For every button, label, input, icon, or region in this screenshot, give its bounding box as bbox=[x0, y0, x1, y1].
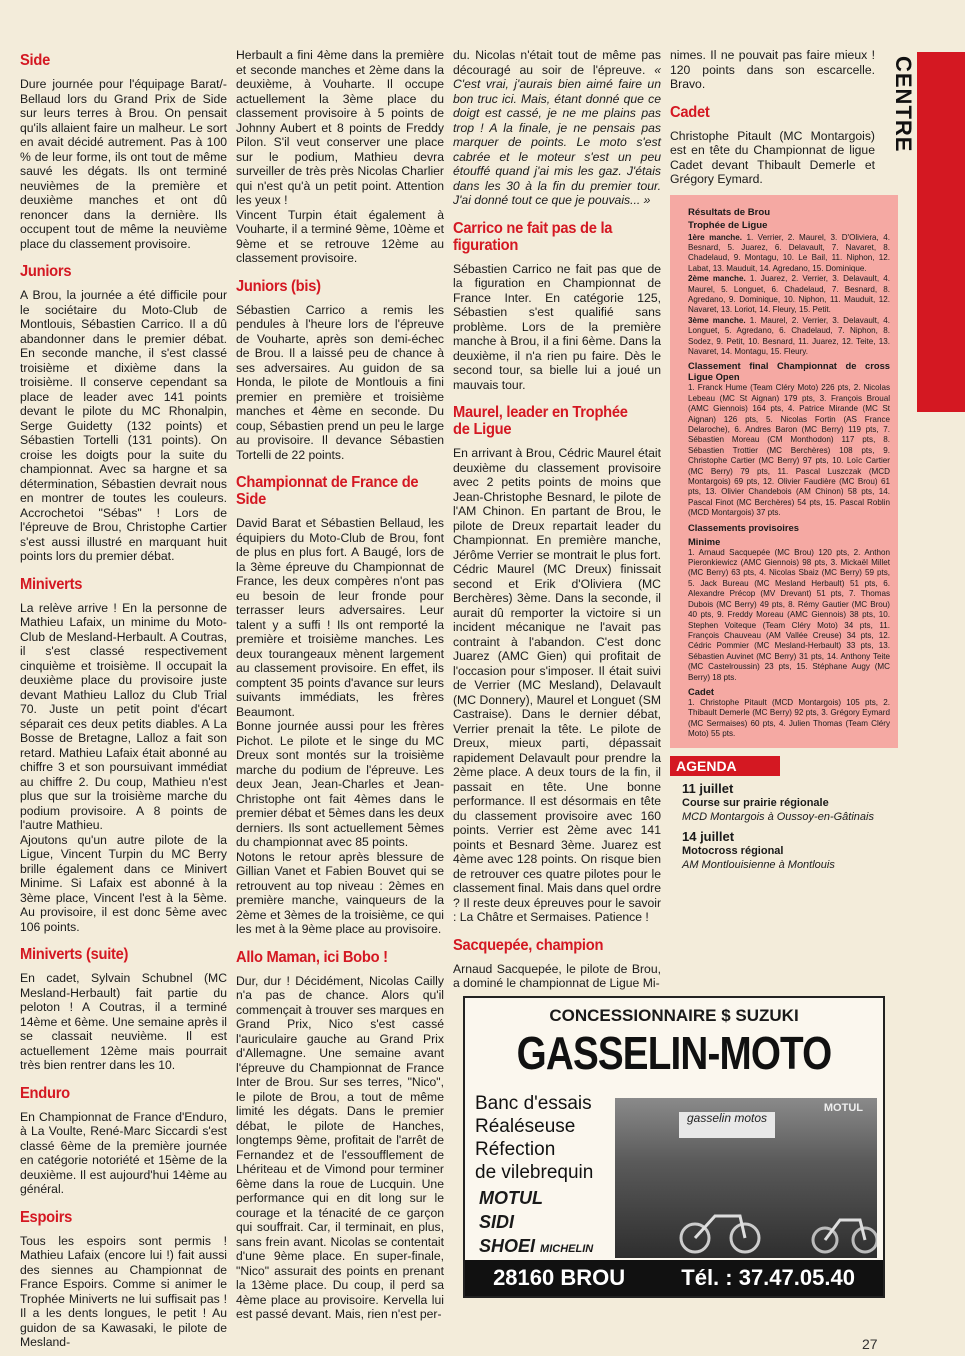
paragraph-championnat-1: David Barat et Sébastien Bellaud, les équipiers du Moto-Club de Brou, font de plus en plus fort. A Baugé, lors de la 3ème épreuve du Championnat de France, les deux compères n'ont pas eu besoin de leur fronde pour terrasser leurs adversaires. Leur talent y a suffi ! Ils ont remporté la première et troisième manches. Les deux tourangeaux mènent largement au classement provisoire. En effet, ils comptent 35 points d'avance sur leurs suivants immédiats, les frères Beaumont. bbox=[236, 516, 444, 719]
agenda-event: Motocross régional bbox=[682, 845, 784, 858]
paragraph-espoirs-cont: Herbault a fini 4ème dans la première et seconde manches et 2ème dans la deuxième, à Vouharte. Il occupe actuellement la 3ème place du classement provisoire à 5 points de Johnny Aubert et 8 points de Freddy Pilon. S'il veut conserver une place sur le podium, Mathieu devra surveiller de très près Nicolas Charlier qui n'est qu'à un petit point. Attention les yeux ! bbox=[236, 48, 444, 207]
results-title-1: Résultats de Brou bbox=[688, 206, 771, 218]
heading-enduro: Enduro bbox=[20, 1084, 70, 1102]
heading-miniverts: Miniverts bbox=[20, 575, 83, 593]
results-manche-2 bbox=[688, 274, 890, 316]
ad-features bbox=[475, 1092, 593, 1184]
agenda-title: AGENDA bbox=[670, 756, 780, 777]
heading-cadet: Cadet bbox=[670, 103, 710, 121]
paragraph-miniverts-suite: En cadet, Sylvain Schubnel (MC Mesland-Herbault) fait partie du peloton ! A Coutras, il a terminé 14ème et 6ème. Une semaine après il se classait neuvième. Il est actuellement 12ème mais pourrait très bien rentrer dans les 10. bbox=[20, 971, 227, 1072]
ad-contact-bar bbox=[465, 1260, 883, 1296]
results-box bbox=[670, 195, 898, 748]
agenda-date: 11 juillet bbox=[682, 781, 734, 797]
ad-brand: GASSELIN-MOTO bbox=[516, 1027, 832, 1079]
results-title-2: Trophée de Ligue bbox=[688, 219, 768, 231]
agenda-list bbox=[670, 782, 910, 872]
results-final-title: Classement final Championnat de cross Ligue Open bbox=[688, 360, 890, 383]
paragraph-allo-maman: Dur, dur ! Décidément, Nicolas Cailly n'a pas de chance. Alors qu'il commençait à trouver ses marques en Grand Prix, Nico s'est cassé l'auriculaire gauche au Grand Prix d'Allemagne. Une semaine avant l'épreuve du Championnat de France Inter de Brou. Sur ses terres, "Nico", le pilote de Brou, a tout de même limité les dégats. Dans le premier débat, le pilote de Hanches, longtemps 9ème, profitait de l'arrêt de Fernandez et de l'essoufflement de Lhériteau et de Vimond pour terminer 6ème dans la roue de Lucquin. Une performance qui en dit long sur le courage et la ténacité de ce garçon qui souffrait. Car, il terminait, en plus, sans frein avant. Nicolas se contentait d'une 9ème place. En super-finale, "Nico" assurait des points en prenant la 13ème place. Du coup, il perd sa 4ème place au provisoire. Kervella lui est passé devant. Mais, rien n'est per- bbox=[236, 973, 444, 1321]
agenda-place: MCD Montargois à Oussoy-en-Gâtinais bbox=[682, 811, 874, 824]
agenda-event: Course sur prairie régionale bbox=[682, 797, 829, 810]
heading-maurel: Maurel, leader en Trophée de Ligue bbox=[453, 404, 628, 438]
heading-espoirs: Espoirs bbox=[20, 1208, 73, 1226]
results-minime: 1. Arnaud Sacquepée (MC Brou) 120 pts, 2. Anthon Pieronkiewicz (AMC Giennois) 98 pts, 3. Mickaël Millet (MC Berry) 63 pts, 4. Nicolas Sbaiz (MC Berry) 59 pts, 5. Jack Bureau (MC Mesland Herbault) 51 pts, 6. Alexandre Précop (MV Drevant) 51 pts, 7. Thomas Dubois (MC Berry) 49 pts, 8. Rémy Gautier (MC Brou) 40 pts, 9. Freddy Moreau (AMC Giennois) 38 pts, 10. Stephen Voiteque (Team Cléry Moto) 34 pts, 11. François Chauveau (AM Vallée Creuse) 34 pts, 12. Cédric Pommier (MC Mesland-Herbault) 33 pts, 13. Sébastien Auvinet (MC Berry) 31 pts, 14. Anthony Teite (MC Castelroussin) 23 pts, 15. Stéphane Augy (MC Berry) 18 pts. bbox=[688, 547, 890, 682]
section-label: CENTRE bbox=[891, 56, 916, 153]
agenda-date: 14 juillet bbox=[682, 829, 735, 845]
paragraph-sacquepee: Arnaud Sacquepée, le pilote de Brou, a dominé le championnat de Ligue Mi- bbox=[453, 961, 661, 990]
paragraph-enduro: En Championnat de France d'Enduro, à La Voulte, René-Marc Siccardi s'est classé 6ème de la première journée en catégorie notoriété et 15ème de la deuxième. Il est aujourd'hui 14ème au général. bbox=[20, 1109, 227, 1196]
paragraph-juniors-bis: Sébastien Carrico a remis les pendules à l'heure lors de l'épreuve de Vouharte, après son demi-échec de Brou. Il a laissé peu de chance à ses adversaires. Au guidon de sa Honda, le pilote de Montlouis a fini premier en première et troisième manches et 4ème en seconde. Du coup, Sébastien prend un peu le large au provisoire. Il devance Sébastien Tortelli de 22 points. bbox=[236, 302, 444, 462]
motorcycle-icon bbox=[615, 1098, 877, 1258]
ad-city: 28160 BROU bbox=[493, 1265, 626, 1290]
results-cadet: 1. Christophe Pitault (MCD Montargois) 105 pts, 2. Thibault Demerle (MC Berry) 92 pts, 3. Grégory Eymard (MC Sermaises) 60 pts, 4. Julien Thomas (Team Cléry Moto) 55 pts. bbox=[688, 697, 890, 739]
ad-feature: de vilebrequin bbox=[475, 1162, 594, 1183]
ad-feature: Réaléseuse bbox=[475, 1116, 576, 1137]
paragraph-maurel: En arrivant à Brou, Cédric Maurel était deuxième du classement provisoire avec 2 petits points de moins que Jean-Christophe Besnard, le pilote de l'AM Chinon. En partant de Brou, le pilote de Dreux repartait leader du Championnat. En première manche, Jérôme Verrier se montrait le plus fort. Cédric Maurel (MC Dreux) finissait second et Erik d'Oliviera (MC Berchères) 3ème. Dans la seconde, il aurait dû remporter la victoire si un incident mécanique ne l'avait pas contraint à l'abandon. C'est donc Juarez (AMC Gien) qui profitait de l'occasion pour s'imposer. Il était suivi de Verrier (MC Mesland), Delavault (MC Donnery), Maurel et Longuet (SM Castraise). Dans le dernier débat, Verrier prenait la tête. Le pilote de Dreux, mieux parti, dépassait rapidement Delavault pour prendre la 2ème place. A deux tours de la fin, il passait en tête. Une bonne performance. Il est désormais en tête du classement provisoire avec 160 points. Verrier est 2ème avec 141 points et Besnard 3ème. Juarez est 4ème avec 128 points. On risque bien de retrouver ces quatre pilotes pour le classement final. Mais dans quel ordre ? Il reste deux épreuves pour le savoir : La Châtre et Sermaises. Patience ! bbox=[453, 446, 661, 924]
section-tab bbox=[917, 52, 965, 412]
results-manche-1-label: 1ère manche. bbox=[688, 232, 742, 242]
results-final: 1. Franck Hume (Team Cléry Moto) 226 pts, 2. Nicolas Lebeau (MC St Aignan) 179 pts, 3. François Broual (AMC Giennois) 164 pts, 4. Patrice Mirande (MC St Aignan) 126 pts, 5. Nicolas Fortin (AS France Delaroche), 6. Andres Baron (MC Berry) 119 pts, 7. Sébastien Moreau (CM Monthodon) 117 pts, 8. Sébastien Trottier (MC Berchères) 108 pts, 9. Christophe Cartier (MC Berry) 97 pts, 10. Loïc Cartier (MC Berry) 79 pts, 11. Pascal Luszczak (MCD Montargois) 69 pts, 12. Olivier Faudière (MC Brou) 61 pts, 13. Olivier Chandebois (AM Chinon) 58 pts, 14. Pascal Finot (MC Berchères) 54 pts, 15. Pascal Roblin (MCD Montargois) 37 pts. bbox=[688, 383, 890, 518]
heading-championnat-side: Championnat de France de Side bbox=[236, 474, 419, 508]
ad-feature: Banc d'essais bbox=[475, 1093, 592, 1114]
heading-carrico: Carrico ne fait pas de la figuration bbox=[453, 219, 613, 254]
results-minime-title: Minime bbox=[688, 535, 721, 547]
results-manche-3-text: 1. Maurel, 2. Verrier, 3. Delavault, 4. Longuet, 5. Agredano, 6. Chadelaud, 7. Niphon, 8. Sodez, 9. Petit, 10. Besnard, 11. Juarez, 12. Teite, 13. Navaret, 14. Montagu, 15. Fleury. bbox=[688, 315, 890, 356]
sidi-logo: SIDI bbox=[479, 1212, 515, 1232]
ad-logos bbox=[479, 1186, 593, 1261]
heading-juniors: Juniors bbox=[20, 263, 72, 280]
heading-side: Side bbox=[20, 52, 50, 69]
heading-miniverts-suite: Miniverts (suite) bbox=[20, 946, 129, 963]
photo-motul-sign: MOTUL bbox=[823, 1102, 863, 1114]
paragraph-championnat-2: Bonne journée aussi pour les frères Pichot. Le pilote et le singe du MC Dreux sont montés sur la troisième marche du podium de l'épreuve. Les deux Jean, Jean-Charles et Jean-Christophe ont fait 4èmes dans le premier débat et 5èmes dans les deux derniers. Ils sont actuellement 5èmes du championnat avec 85 points. bbox=[236, 719, 444, 849]
paragraph-championnat-3: Notons le retour après blessure de Gillian Vanet et Fabien Bouvet qui se retrouvent au top niveau : 2èmes en première manche, vainqueurs de la 2ème et 3èmes de la troisième, ce qui les met à la 9ème place au provisoire. bbox=[236, 849, 444, 936]
paragraph-miniverts-1: La relève arrive ! En la personne de Mathieu Lafaix, un minime du Moto-Club de Mesland-Herbault. A Coutras, il s'est classé respectivement cinquième et troisième. Il occupait la deuxième place du provisoire juste devant Mathieu Lalloz du Club Trial 70. Juste un petit point d'écart séparait ces deux petits diables. A La Bosse de Bretagne, Lalloz a fait son retard. Mathieu Lafaix était abonné au chiffre 3 et son poursuivant immédiat au chiffre 2. Du coup, Mathieu n'est plus que sur la troisième marche du podium provisoire. A 8 points de l'autre Mathieu. bbox=[20, 600, 227, 832]
results-manche-1-text: 1. Verrier, 2. Maurel, 3. D'Oliviera, 4. Besnard, 5. Juarez, 6. Delavault, 7. Navaret, 8. Chadelaud, 9. Montagu, 10. Le Bail, 11. Niphon, 12. Labat, 13. Mauduit, 14. Agredano, 15. Dominique. bbox=[688, 232, 890, 273]
heading-sacquepee: Sacquepée, champion bbox=[453, 936, 604, 954]
column-2 bbox=[236, 48, 444, 1322]
michelin-logo: MICHELIN bbox=[540, 1243, 594, 1255]
column-1 bbox=[20, 48, 227, 1350]
column-3 bbox=[453, 48, 661, 991]
paragraph-espoirs-cont-2: Vincent Turpin était également à Vouharte, il a terminé 9ème, 10ème et 9ème et se retrouve 12ème au classement provisoire. bbox=[236, 207, 444, 265]
page-number: 27 bbox=[862, 1336, 878, 1352]
column-4 bbox=[670, 48, 910, 872]
paragraph-cadet: Christophe Pitault (MC Montargois) est en tête du Championnat de ligue Cadet devant Thibault Demerle et Grégory Eymard. bbox=[670, 128, 875, 186]
ad-concession: CONCESSIONNAIRE $ SUZUKI bbox=[549, 1006, 799, 1025]
results-manche-3 bbox=[688, 316, 890, 358]
shop-photo bbox=[615, 1098, 877, 1258]
shop-sign: gasselin motos bbox=[679, 1112, 775, 1138]
quote-nico: « C'est vrai, j'aurais bien aimé faire un bon truc ici. Mais, étant donné que ce doigt est cassé, je ne me plains pas trop ! A la finale, je ne pensais pas marquer de points. Le moto s'est cabrée et le moteur s'est un peu étouffé quand j'ai mis les gaz. J'étais dans les 30 à la fin du premier tour. J'ai donné tout ce que je pouvais... » bbox=[453, 62, 662, 207]
ad-feature: Réfection bbox=[475, 1139, 556, 1160]
paragraph-nico-cont-text: du. Nicolas n'était tout de même pas découragé au soir de l'épreuve. bbox=[453, 48, 661, 77]
shoei-logo: SHOEI MICHELIN bbox=[479, 1236, 594, 1256]
results-manche-1 bbox=[688, 233, 890, 275]
paragraph-side: Dure journée pour l'équipage Barat/-Bellaud lors du Grand Prix de Side sur leurs terres à Brou. On pensait qu'ils allaient faire un malheur. Le sort en avait décidé autrement. Pas à 100 % de leur forme, ils ont tout de même sauvé les dégats. Ils ont terminé neuvièmes de la première et deuxième manches et ont dû renoncer dans la dernière. Ils occupent tout de même la neuvième place du classement provisoire. bbox=[20, 77, 227, 251]
heading-juniors-bis: Juniors (bis) bbox=[236, 277, 321, 295]
heading-allo-maman: Allo Maman, ici Bobo ! bbox=[236, 948, 388, 966]
paragraph-carrico: Sébastien Carrico ne fait pas que de la figuration en Championnat de France Inter. En catégorie 125, Sébastien s'est qualifié sans problème. Lors de la première manche à Brou, il a fini 6ème. Dans la deuxième, il n'a rien pu faire. Dès le second tour, sa bielle lui a joué un mauvais tour. bbox=[453, 261, 661, 392]
results-prov-title: Classements provisoires bbox=[688, 521, 799, 533]
agenda-place: AM Montlouisienne à Montlouis bbox=[682, 859, 835, 872]
results-manche-3-label: 3ème manche. bbox=[688, 315, 746, 325]
paragraph-juniors: A Brou, la journée a été difficile pour le sociétaire du Moto-Club de Montlouis, Sébastien Carrico. Il a dû abandonner dans le premier débat. En seconde manche, il s'est classé troisième et dixième dans la troisième. Il conserve cependant sa place de leader avec 141 points devant le pilote du MC Rhonalpin, Serge Guidetty (132 points) et Sébastien Tortelli (131 points). On croise les doigts pour la suite du championnat. Avec sa hargne et sa détermination, Sébastien devrait nous en montrer de toutes les couleurs. Accrochetoi "Sébas" ! Lors de l'épreuve de Brou, Christophe Cartier s'est aussi illustré en marquant huit points lors du premier débat. bbox=[20, 288, 227, 563]
advertisement-gasselin bbox=[463, 996, 885, 1298]
paragraph-sacquepee-cont: nimes. Il ne pouvait pas faire mieux ! 120 points dans son escarcelle. Bravo. bbox=[670, 48, 875, 91]
paragraph-espoirs: Tous les espoirs sont permis ! Mathieu Lafaix (encore lui !) fait aussi des siennes au Championnat de France Espoirs. Comme si animer le Trophée Miniverts ne lui suffisait pas ! Il a les dents longues, le petit ! Au guidon de sa Kawasaki, le pilote de Mesland- bbox=[20, 1233, 227, 1349]
paragraph-miniverts-2: Ajoutons qu'un autre pilote de la Ligue, Vincent Turpin du MC Berry brille également dans ce Minivert Minime. Si Lafaix est abonné à la 3ème place, Vincent l'est à la 5ème. Au provisoire, il est donc 5ème avec 106 points. bbox=[20, 832, 227, 934]
motul-logo: MOTUL bbox=[479, 1188, 543, 1208]
paragraph-nico-cont bbox=[453, 48, 661, 208]
results-cadet-title: Cadet bbox=[688, 685, 715, 697]
results-manche-2-text: 1. Juarez, 2. Verrier, 3. Delavault, 4. Maurel, 5. Longuet, 6. Chadelaud, 7. Besnard, 8. Agredano, 9. Dominique, 10. Niphon, 11. Mauduit, 12. Navaret, 13. Loriot, 14. Fleury, 15. Petit. bbox=[688, 274, 891, 315]
results-manche-2-label: 2ème manche. bbox=[688, 274, 746, 284]
ad-phone: Tél. : 37.47.05.40 bbox=[681, 1265, 855, 1290]
